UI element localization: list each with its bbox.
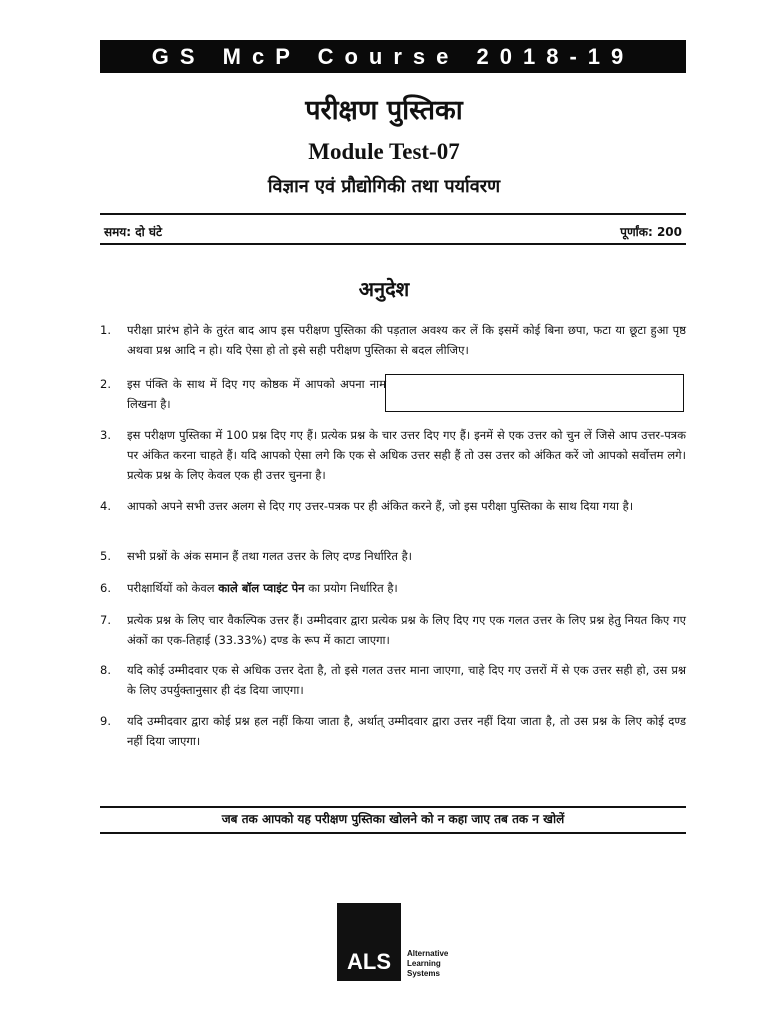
instruction-text: यदि उम्मीदवार द्वारा कोई प्रश्न हल नहीं किया जाता है, अर्थात् उम्मीदवार द्वारा उत्तर नहीं दिया जाता है, तो उस प्रश्न के लिए कोई दण्ड नहीं दिया जाएगा।	[127, 714, 686, 748]
als-logo: ALS	[337, 903, 401, 981]
instruction-number: 5.	[100, 549, 111, 563]
instruction-number: 3.	[100, 428, 111, 442]
instruction-number: 4.	[100, 499, 111, 513]
module-test-label: Module Test-07	[308, 139, 460, 164]
course-banner: GS McP Course 2018-19	[100, 40, 686, 73]
als-logo-subtitle	[407, 949, 448, 979]
instruction-text	[127, 578, 686, 598]
logo-sub-line: Systems	[407, 969, 440, 978]
subject-title: विज्ञान एवं प्रौद्योगिकी तथा पर्यावरण	[267, 176, 501, 197]
instruction-text-pre: परीक्षार्थियों को केवल	[127, 581, 219, 595]
exam-info-bar	[100, 213, 686, 245]
instructions-heading: अनुदेश	[358, 277, 410, 301]
instruction-number: 8.	[100, 663, 111, 677]
name-entry-box[interactable]	[385, 374, 684, 412]
instruction-number: 9.	[100, 714, 111, 728]
total-marks: पूर्णांक: 200	[620, 225, 682, 239]
instruction-text: आपको अपने सभी उत्तर अलग से दिए गए उत्तर-पत्रक पर ही अंकित करने हैं, जो इस परीक्षा पुस्तिका के साथ दिया गया है।	[127, 499, 634, 513]
logo-sub-line: Learning	[407, 959, 441, 968]
instruction-text: इस परीक्षण पुस्तिका में 100 प्रश्न दिए गए हैं। प्रत्येक प्रश्न के चार उत्तर दिए गए हैं। इनमें से एक उत्तर को चुन लें जिसे आप उत्तर-पत्रक पर अंकित करना चाहते हैं। यदि आपको ऐसा लगे कि एक से अधिक उत्तर सही हैं तो उस उत्तर को अंकित करें जो आपको सर्वोत्तम लगे। प्रत्येक प्रश्न के लिए केवल एक ही उत्तर चुनना है।	[127, 428, 686, 482]
booklet-title: परीक्षण पुस्तिका	[305, 95, 463, 126]
instruction-text: प्रत्येक प्रश्न के लिए चार वैकल्पिक उत्तर हैं। उम्मीदवार द्वारा प्रत्येक प्रश्न के लिए दिए गए एक गलत उत्तर के लिए प्रश्न हेतु नियत किए गए अंकों का एक-तिहाई (33.33%) दण्ड के रूप में काटा जाएगा।	[127, 613, 686, 647]
logo-sub-line: Alternative	[407, 949, 449, 958]
black-ballpoint-pen-emphasis: काले बॉल प्वाइंट पेन	[218, 581, 305, 595]
instruction-text: इस पंक्ति के साथ में दिए गए कोष्ठक में आपको अपना नाम लिखना है।	[127, 377, 386, 411]
instruction-number: 6.	[100, 581, 111, 595]
instruction-number: 2.	[100, 377, 111, 391]
do-not-open-notice: जब तक आपको यह परीक्षण पुस्तिका खोलने को न कहा जाए तब तक न खोलें	[100, 806, 686, 834]
instruction-text: सभी प्रश्नों के अंक समान हैं तथा गलत उत्तर के लिए दण्ड निर्धारित है।	[127, 549, 413, 563]
instruction-text: यदि कोई उम्मीदवार एक से अधिक उत्तर देता है, तो इसे गलत उत्तर माना जाएगा, चाहे दिए गए उत्तरों में से एक उत्तर सही हो, उस प्रश्न के लिए उपर्युक्तानुसार ही दंड दिया जाएगा।	[127, 663, 686, 697]
instruction-number: 7.	[100, 613, 111, 627]
instruction-number: 1.	[100, 323, 111, 337]
instruction-text: परीक्षा प्रारंभ होने के तुरंत बाद आप इस परीक्षण पुस्तिका की पड़ताल अवश्य कर लें कि इसमें कोई बिना छपा, फटा या छूटा हुआ पृष्ठ अथवा प्रश्न आदि न हो। यदि ऐसा हो तो इसे सही परीक्षण पुस्तिका से बदल लीजिए।	[127, 323, 686, 357]
time-duration: समय: दो घंटे	[104, 225, 163, 239]
instruction-text-post: का प्रयोग निर्धारित है।	[304, 581, 398, 595]
